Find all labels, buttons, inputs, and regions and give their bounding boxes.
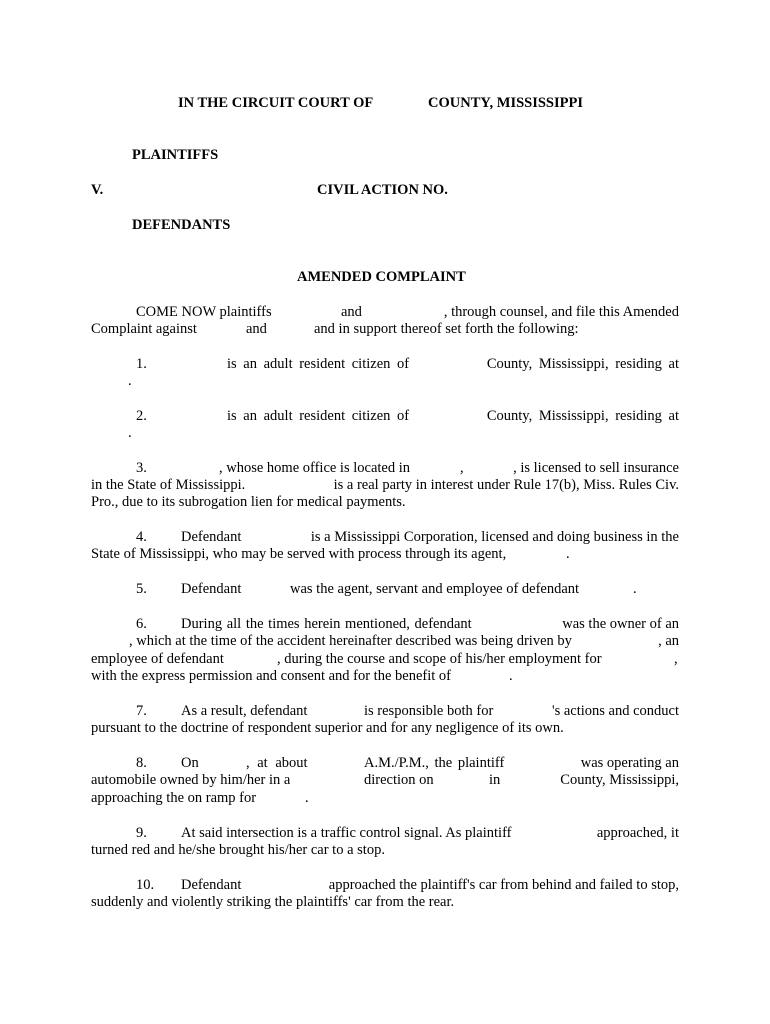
paragraph-text: Defendant	[181, 581, 242, 597]
paragraph-text: .	[509, 668, 513, 684]
paragraph-text: in	[489, 772, 501, 788]
paragraph-text: .	[633, 581, 637, 597]
paragraph-text: ,	[460, 460, 464, 476]
paragraph-number: 3.	[136, 460, 147, 476]
intro-text: and	[341, 304, 362, 320]
paragraph-text: pursuant to the doctrine of respondent superior and for any negligence of its own.	[91, 720, 564, 736]
paragraph-text: During all the times herein mentioned, defendant	[181, 616, 472, 632]
paragraph-text: County, Mississippi,	[560, 772, 679, 788]
paragraph-text: , which at the time of the accident hereinafter described was being driven by	[129, 633, 572, 649]
paragraph-text: As a result, defendant	[181, 703, 308, 719]
paragraph-text: approached, it	[596, 825, 679, 841]
paragraph-text: is an adult resident citizen of	[227, 356, 410, 372]
paragraph-number: 8.	[136, 755, 147, 771]
paragraph-text: , at about	[246, 755, 308, 771]
paragraph-text: State of Mississippi, who may be served with process through its agent,	[91, 546, 507, 562]
defendants-label: DEFENDANTS	[132, 217, 231, 233]
county-heading: COUNTY, MISSISSIPPI	[428, 95, 583, 111]
paragraph-text: automobile owned by him/her in a	[91, 772, 291, 788]
paragraph-text: ,	[674, 651, 678, 667]
paragraph-text: County, Mississippi, residing at	[486, 356, 679, 372]
paragraph-text: Defendant	[181, 529, 242, 545]
paragraph-text: direction on	[364, 772, 434, 788]
court-heading: IN THE CIRCUIT COURT OF	[178, 95, 374, 111]
paragraph-text: County, Mississippi, residing at	[486, 408, 679, 424]
paragraph-number: 9.	[136, 825, 147, 841]
paragraph-text: , whose home office is located in	[219, 460, 410, 476]
paragraph-text: .	[566, 546, 570, 562]
civil-action-label: CIVIL ACTION NO.	[317, 182, 448, 198]
paragraph-text: employee of defendant	[91, 651, 224, 667]
paragraph-text: with the express permission and consent and for the benefit of	[91, 668, 451, 684]
paragraph-number: 7.	[136, 703, 147, 719]
paragraph-text: is a real party in interest under Rule 17(b), Miss. Rules Civ.	[333, 477, 679, 493]
versus-label: V.	[91, 182, 104, 198]
paragraph-number: 1.	[136, 356, 147, 372]
paragraph-text: At said intersection is a traffic control signal. As plaintiff	[181, 825, 512, 841]
intro-text: and	[246, 321, 267, 337]
paragraph-number: 5.	[136, 581, 147, 597]
paragraph-text: , an	[658, 633, 679, 649]
paragraph-text: A.M./P.M., the plaintiff	[364, 755, 505, 771]
paragraph-text: Defendant	[181, 877, 242, 893]
intro-text: COME NOW plaintiffs	[136, 304, 272, 320]
paragraph-text: Pro., due to its subrogation lien for medical payments.	[91, 494, 406, 510]
paragraph-text: in the State of Mississippi.	[91, 477, 246, 493]
intro-text: and in support thereof set forth the following:	[314, 321, 579, 337]
paragraph-number: 2.	[136, 408, 147, 424]
paragraph-text: was the agent, servant and employee of defendant	[290, 581, 580, 597]
paragraph-text: turned red and he/she brought his/her car to a stop.	[91, 842, 385, 858]
intro-text: Complaint against	[91, 321, 197, 337]
paragraph-text: suddenly and violently striking the plaintiffs' car from the rear.	[91, 894, 455, 910]
paragraph-text: , is licensed to sell insurance	[513, 460, 679, 476]
intro-text: , through counsel, and file this Amended	[443, 304, 679, 320]
paragraph-text: .	[128, 373, 132, 389]
document-title: AMENDED COMPLAINT	[297, 269, 466, 285]
paragraph-number: 10.	[136, 877, 155, 893]
paragraph-number: 4.	[136, 529, 147, 545]
paragraph-text: .	[305, 790, 309, 806]
paragraph-text: is responsible both for	[364, 703, 494, 719]
paragraph-text: approaching the on ramp for	[91, 790, 257, 806]
paragraph-text: approached the plaintiff's car from behind and failed to stop,	[328, 877, 679, 893]
plaintiffs-label: PLAINTIFFS	[132, 147, 219, 163]
paragraph-text: 's actions and conduct	[551, 703, 679, 719]
paragraph-text: , during the course and scope of his/her employment for	[277, 651, 602, 667]
paragraph-number: 6.	[136, 616, 147, 632]
paragraph-text: is an adult resident citizen of	[227, 408, 410, 424]
paragraph-text: was the owner of an	[562, 616, 679, 632]
paragraph-text: was operating an	[580, 755, 679, 771]
paragraph-text: .	[128, 425, 132, 441]
paragraph-text: On	[181, 755, 199, 771]
paragraph-text: is a Mississippi Corporation, licensed and doing business in the	[310, 529, 679, 545]
